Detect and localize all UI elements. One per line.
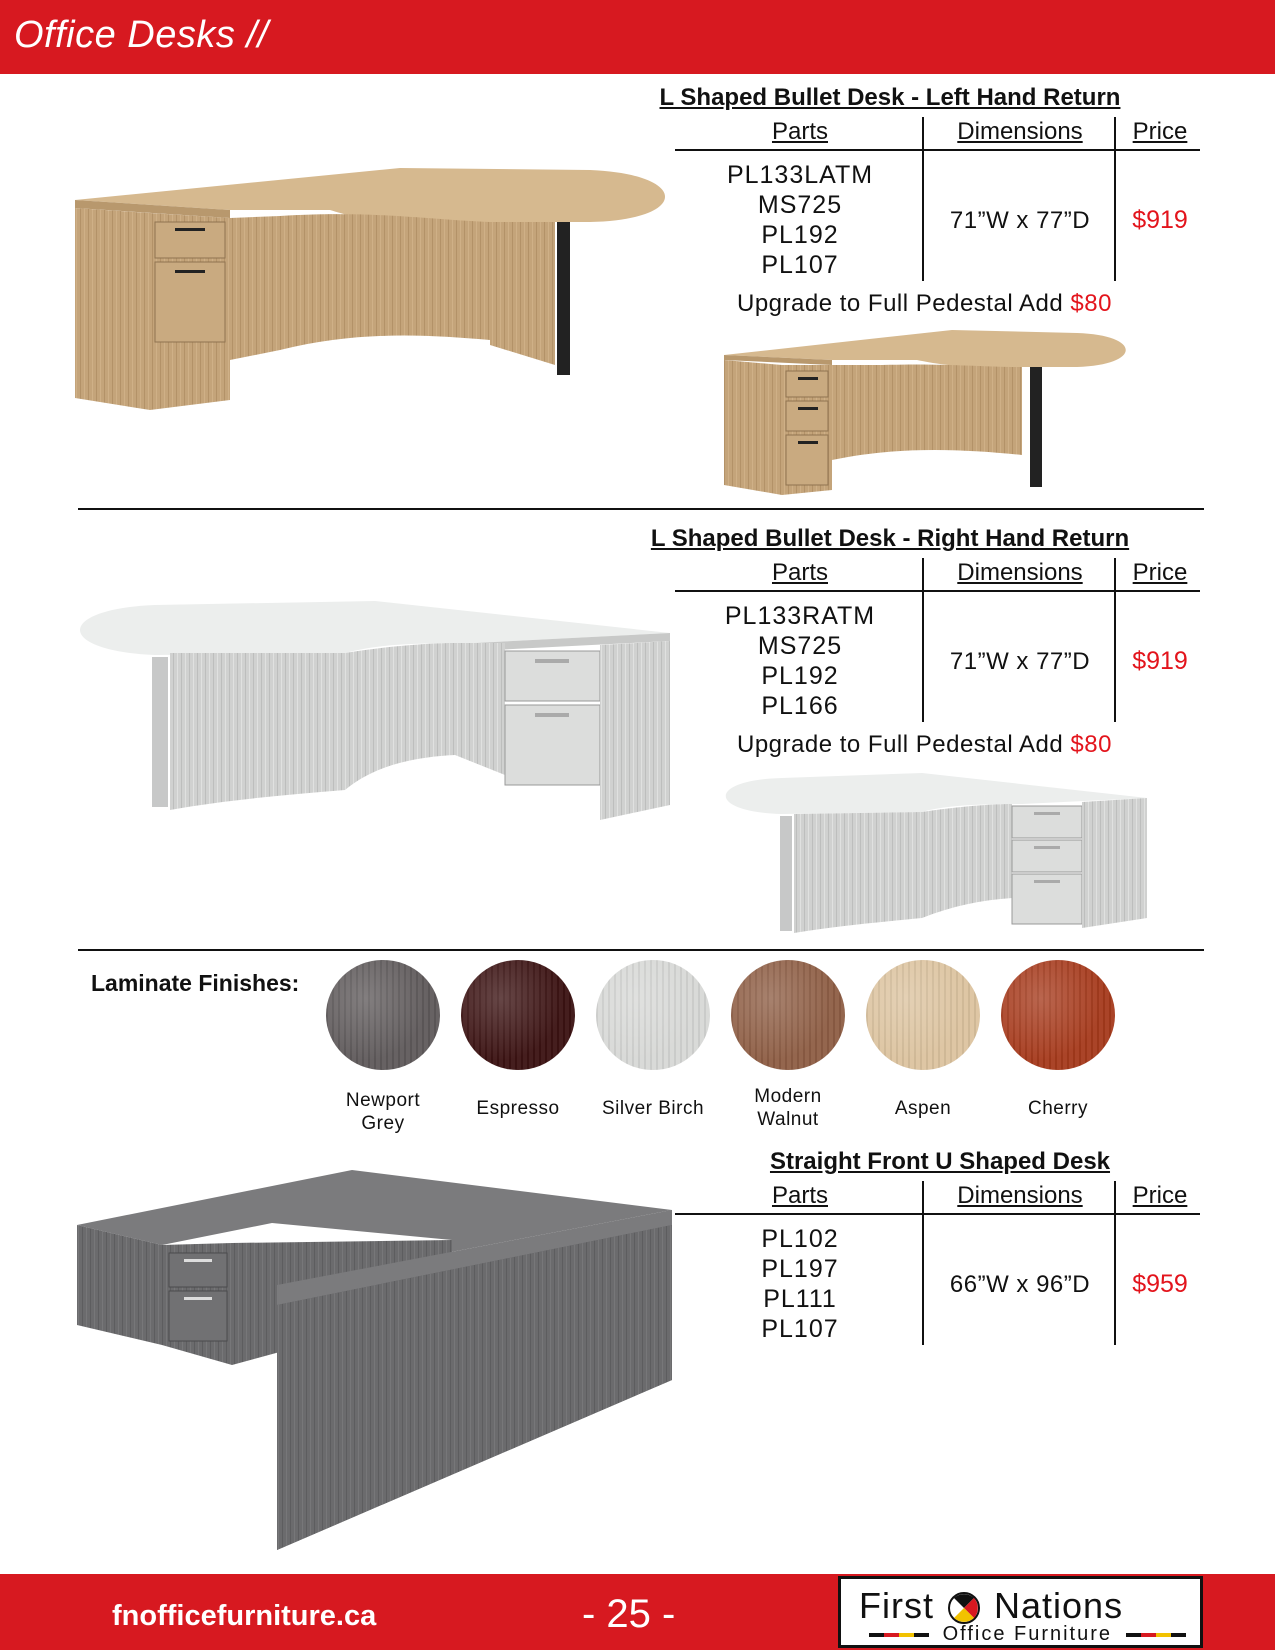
table-header-rule [675, 590, 1200, 592]
finish-name: Espresso [476, 1098, 560, 1119]
dimensions-value: 71”W x 77”D [949, 648, 1091, 675]
company-logo [838, 1576, 1203, 1648]
part-number: PL111 [763, 1285, 837, 1313]
part-number: PL197 [761, 1255, 839, 1283]
finish-swatch-modern-walnut [731, 960, 845, 1070]
parts-list [675, 601, 925, 721]
upgrade-text: Upgrade to Full Pedestal Add [737, 731, 1064, 758]
part-number: PL107 [761, 251, 839, 279]
price-value: $919 [1132, 206, 1188, 234]
column-header-parts: Parts [771, 118, 828, 145]
parts-list [675, 1224, 925, 1344]
column-header-price: Price [1132, 559, 1188, 586]
table-column-rule [1114, 1181, 1116, 1345]
column-header-price: Price [1132, 1182, 1188, 1209]
part-number: PL107 [761, 1315, 839, 1343]
part-number: MS725 [757, 632, 843, 660]
product-title: Straight Front U Shaped Desk [769, 1148, 1111, 1175]
part-number: MS725 [757, 191, 843, 219]
price-value: $959 [1132, 1270, 1188, 1298]
logo-stripe [869, 1633, 929, 1637]
finish-name: Silver Birch [601, 1098, 705, 1119]
desk-image-left-return [70, 160, 680, 415]
table-header-rule [675, 149, 1200, 151]
logo-subtitle: Office Furniture [942, 1623, 1113, 1645]
upgrade-note [737, 731, 1112, 759]
part-number: PL192 [761, 221, 839, 249]
finishes-label: Laminate Finishes: [91, 970, 300, 996]
finish-swatch-silver-birch [596, 960, 710, 1070]
column-header-dimensions: Dimensions [957, 118, 1083, 145]
table-column-rule [1114, 117, 1116, 281]
finish-name: Newport Grey [345, 1090, 421, 1134]
table-header-rule [675, 1213, 1200, 1215]
page-title: Office Desks // [14, 14, 269, 56]
desk-image-right-return [75, 595, 680, 850]
column-header-parts: Parts [771, 1182, 828, 1209]
logo-stripe [1126, 1633, 1186, 1637]
section-divider [78, 508, 1204, 510]
part-number: PL133RATM [724, 602, 876, 630]
logo-text-nations: Nations [994, 1585, 1124, 1626]
upgrade-note [737, 290, 1112, 318]
product-title: L Shaped Bullet Desk - Right Hand Return [650, 525, 1130, 552]
section-divider [78, 949, 1204, 951]
part-number: PL166 [761, 692, 839, 720]
upgrade-price: $80 [1070, 731, 1112, 758]
desk-image-left-return-full-pedestal [722, 325, 1152, 500]
table-column-rule [1114, 558, 1116, 722]
column-header-price: Price [1132, 118, 1188, 145]
part-number: PL102 [761, 1225, 839, 1253]
dimensions-value: 71”W x 77”D [949, 207, 1091, 234]
price-value: $919 [1132, 647, 1188, 675]
dimensions-value: 66”W x 96”D [949, 1271, 1091, 1298]
part-number: PL133LATM [726, 161, 874, 189]
finish-name: Cherry [1027, 1098, 1088, 1119]
logo-text-first: First [859, 1585, 934, 1626]
finish-swatch-cherry [1001, 960, 1115, 1070]
finish-swatch-espresso [461, 960, 575, 1070]
footer-website-link[interactable]: fnofficefurniture.ca [112, 1600, 377, 1632]
upgrade-price: $80 [1070, 290, 1112, 317]
part-number: PL192 [761, 662, 839, 690]
medicine-wheel-icon [947, 1591, 981, 1625]
finish-name: Modern Walnut [754, 1086, 822, 1130]
page-number: - 25 - [582, 1592, 676, 1636]
finish-swatch-newport-grey [326, 960, 440, 1070]
finish-swatch-aspen [866, 960, 980, 1070]
column-header-dimensions: Dimensions [957, 1182, 1083, 1209]
column-header-dimensions: Dimensions [957, 559, 1083, 586]
finish-name: Aspen [894, 1098, 952, 1119]
desk-image-right-return-full-pedestal [722, 768, 1152, 938]
parts-list [675, 160, 925, 280]
column-header-parts: Parts [771, 559, 828, 586]
upgrade-text: Upgrade to Full Pedestal Add [737, 290, 1064, 317]
product-title: L Shaped Bullet Desk - Left Hand Return [659, 84, 1121, 111]
desk-image-u-shaped [72, 1165, 677, 1555]
